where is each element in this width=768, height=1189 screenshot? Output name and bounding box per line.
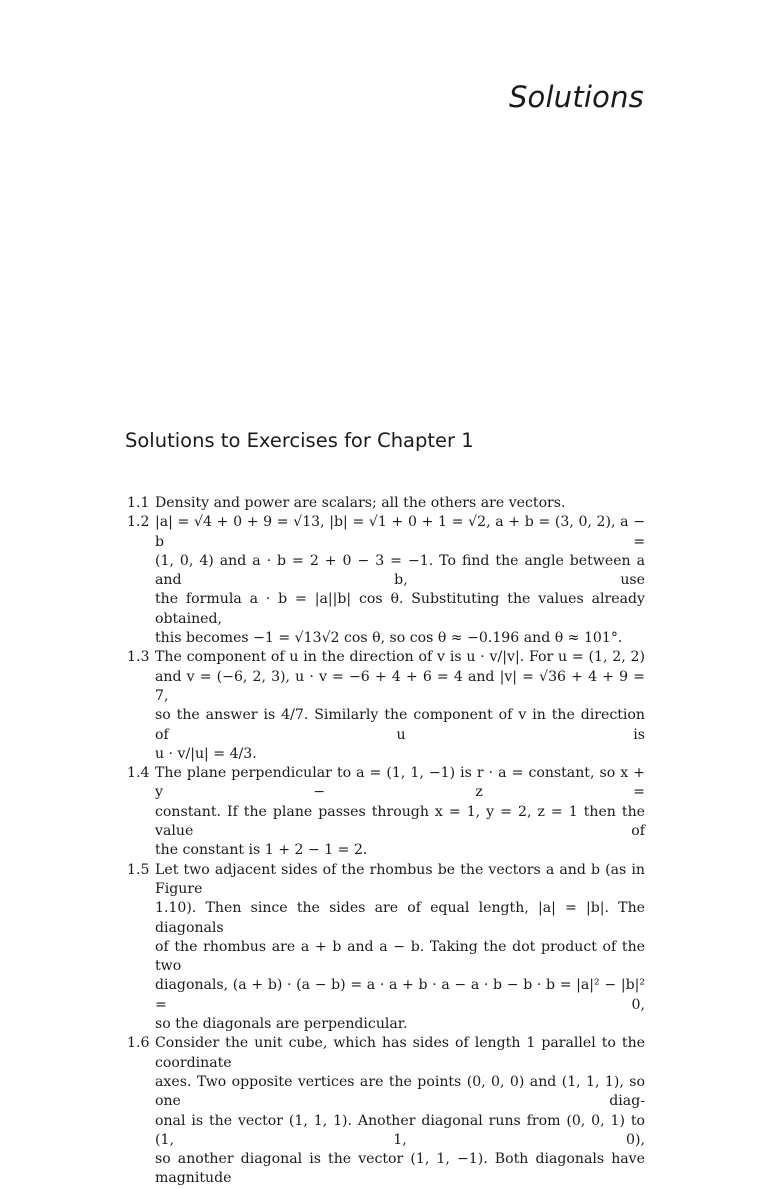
solution-line: the constant is 1 + 2 − 1 = 2.	[155, 842, 368, 859]
solution-line: (1, 0, 4) and a · b = 2 + 0 − 3 = −1. To find the angle between a and b, use	[155, 552, 645, 589]
solution-line: The component of u in the direction of v is u · v/|v|. For u = (1, 2, 2)	[155, 649, 645, 666]
solution-text	[155, 1034, 645, 1188]
solution-text	[155, 764, 645, 860]
solution-number: 1.3	[127, 649, 150, 666]
solution-line: so another diagonal is the vector (1, 1, −1). Both diagonals have magnitude	[155, 1151, 645, 1187]
solution-item	[127, 1034, 645, 1188]
solution-line: axes. Two opposite vertices are the points (0, 0, 0) and (1, 1, 1), so one diag-	[155, 1073, 645, 1110]
solution-line: u · v/|u| = 4/3.	[155, 745, 257, 762]
solution-text	[155, 513, 645, 648]
solution-line: the formula a · b = |a||b| cos θ. Substituting the values already obtained,	[155, 591, 645, 627]
solution-number: 1.6	[127, 1035, 150, 1052]
solution-line: Let two adjacent sides of the rhombus be the vectors a and b (as in Figure	[155, 861, 645, 897]
solution-line: Density and power are scalars; all the others are vectors.	[155, 495, 566, 511]
solutions-list	[127, 494, 645, 1189]
solution-line: so the answer is 4/7. Similarly the component of v in the direction of u is	[155, 707, 645, 743]
section-title: Solutions to Exercises for Chapter 1	[125, 429, 474, 452]
solution-line: The plane perpendicular to a = (1, 1, −1) is r · a = constant, so x + y − z =	[155, 765, 645, 801]
solution-line: Consider the unit cube, which has sides of length 1 parallel to the coordinate	[155, 1035, 645, 1071]
solution-number: 1.5	[127, 861, 150, 878]
solution-line: this becomes −1 = √13√2 cos θ, so cos θ ≈ −0.196 and θ ≈ 101°.	[155, 630, 623, 647]
solution-number: 1.2	[127, 514, 150, 531]
solution-line: constant. If the plane passes through x = 1, y = 2, z = 1 then the value of	[155, 803, 645, 840]
solution-number: 1.1	[127, 495, 150, 511]
chapter-title: Solutions	[508, 80, 644, 114]
solution-text	[155, 861, 645, 1035]
solution-item	[127, 648, 645, 764]
solution-line: diagonals, (a + b) · (a − b) = a · a + b · a − a · b − b · b = |a|² − |b|² = 0,	[155, 977, 645, 1013]
solution-line: and v = (−6, 2, 3), u · v = −6 + 4 + 6 = 4 and |v| = √36 + 4 + 9 = 7,	[155, 668, 645, 704]
solution-number: 1.4	[127, 765, 150, 782]
solution-line: |a| = √4 + 0 + 9 = √13, |b| = √1 + 0 + 1 = √2, a + b = (3, 0, 2), a − b =	[155, 514, 645, 550]
solution-line: onal is the vector (1, 1, 1). Another diagonal runs from (0, 0, 1) to (1, 1, 0),	[155, 1112, 645, 1148]
solution-line: of the rhombus are a + b and a − b. Taking the dot product of the two	[155, 938, 645, 975]
solution-item	[127, 764, 645, 860]
solution-line: 1.10). Then since the sides are of equal length, |a| = |b|. The diagonals	[155, 900, 645, 936]
solution-item	[127, 861, 645, 1035]
solution-item	[127, 513, 645, 648]
solution-line: so the diagonals are perpendicular.	[155, 1016, 408, 1033]
solution-text	[155, 648, 645, 764]
solution-item	[127, 494, 645, 513]
solution-text	[155, 494, 645, 513]
